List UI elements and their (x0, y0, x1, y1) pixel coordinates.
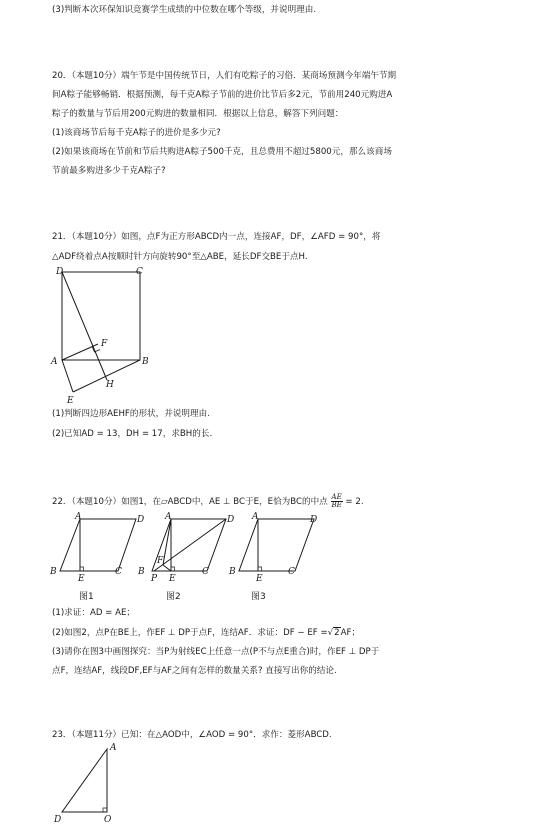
q23-label-d: D (54, 815, 62, 825)
q22-fig3-label-e: E (256, 574, 263, 583)
q22-fig2-line-af (163, 519, 171, 565)
q22-fig1-label-a: A (75, 512, 82, 522)
q21-label-b: B (142, 357, 149, 367)
q23-triangle-figure (50, 740, 130, 831)
q23-triangle-aod (62, 749, 107, 812)
q21-label-e: E (67, 396, 74, 406)
q21-intro-line2: △ADF绕着点A按顺时针方向旋转90°至△ABE，延长DF交BE于点H. (52, 252, 308, 262)
q21-label-d: D (56, 267, 64, 277)
q22-fig3-label-a: A (252, 512, 259, 522)
q22-fig1-parallelogram (60, 519, 136, 571)
q22-fig2-line-ef (163, 565, 171, 571)
q22-fig2-label-p: P (151, 574, 158, 583)
q22-fraction-denominator: BE (331, 501, 342, 509)
q22-fig1-right-angle (80, 567, 84, 571)
q21-line-af (62, 344, 98, 360)
q22-fig2-label-e: E (169, 574, 176, 583)
q23-label-o: O (104, 815, 112, 825)
q21-line-dh (62, 272, 107, 380)
q22-item2-text: (2)如图2，点P在BE上，作EF ⊥ DP于点F，连结AF．求证：DF − EF = (52, 628, 328, 638)
q22-caption-fig3: 图3 (251, 592, 266, 602)
q21-label-a: A (51, 357, 58, 367)
q21-item2: (2)已知AD = 13，DH = 17，求BH的长. (52, 429, 213, 439)
q22-intro (52, 494, 364, 509)
q22-intro-tail: = 2. (345, 497, 364, 507)
q21-item1: (1)判断四边形AEHF的形状，并说明理由. (52, 409, 210, 419)
q23-right-angle-mark (103, 808, 107, 812)
q22-fig3-right-angle (258, 567, 262, 571)
q22-fig2-right-angle (171, 567, 175, 571)
q22-fig1-label-c: C (115, 567, 122, 577)
q20-item2-line2: 节前最多购进多少千克A粽子? (52, 166, 166, 176)
q20-intro-line2: 间A粽子能够畅销．根据预测，每千克A粽子节前的进价比节后多2元，节前用240元购进A (52, 90, 393, 100)
q20-intro-line3: 粽子的数量与节后用200元购进的数量相同．根据以上信息，解答下列问题： (52, 109, 344, 119)
q22-fig1-label-d: D (137, 515, 145, 525)
q22-fig3-parallelogram (239, 519, 314, 571)
q21-label-f: F (101, 339, 108, 349)
q20-intro-line1: 20．（本题10分）端午节是中国传统节日，人们有吃粽子的习俗．某商场预测今年端午节期 (52, 71, 397, 81)
q22-fraction-numerator: AE (331, 493, 342, 501)
q20-item1: (1)该商场节后每千克A粽子的进价是多少元? (52, 128, 221, 138)
q22-item2-sqrt: 2 (334, 628, 340, 638)
q22-item1: (1)求证：AD = AE； (52, 608, 136, 618)
q22-intro-text: 22．（本题10分）如图1，在▱ABCD中，AE ⊥ BC于E，E恰为BC的中点 (52, 497, 328, 507)
q21-square-figure (45, 260, 165, 410)
q22-fig2-label-f: F (157, 556, 164, 566)
q19-item3: (3)判断本次环保知识竞赛学生成绩的中位数在哪个等级，并说明理由. (52, 5, 317, 15)
q23-intro: 23．（本题11分）已知：在△AOD中，∠AOD = 90°．求作：菱形ABCD. (52, 730, 332, 740)
q22-item2-tail: AF； (340, 628, 361, 638)
q21-line-ae (62, 360, 73, 392)
q22-figure3 (224, 508, 334, 583)
q20-item2-line1: (2)如果该商场在节前和节后共购进A粽子500千克，且总费用不超过5800元，那么该商场 (52, 147, 392, 157)
q22-fig2-label-c: C (202, 567, 209, 577)
q22-fig3-label-c: C (288, 567, 295, 577)
q22-fig3-label-b: B (229, 567, 236, 577)
q22-fig2-label-b: B (138, 567, 145, 577)
q22-item2: (2)如图2，点P在BE上，作EF ⊥ DP于点F，连结AF．求证：DF − EF =√2AF； (52, 628, 361, 638)
q22-caption-fig2: 图2 (166, 592, 181, 602)
q22-caption-fig1: 图1 (79, 592, 94, 602)
q22-fig2-label-a: A (165, 512, 172, 522)
q22-fig1-label-e: E (78, 574, 85, 583)
q21-label-h: H (106, 380, 114, 390)
q22-fig2-label-d: D (227, 515, 235, 525)
q22-fraction (331, 494, 343, 509)
q22-item3-line2: 点F，连结AF，线段DF,EF与AF之间有怎样的数量关系? 直接写出你的结论. (52, 666, 337, 676)
q23-label-a: A (110, 743, 117, 753)
q21-intro-line1: 21．（本题10分）如图，点F为正方形ABCD内一点，连接AF，DF，∠AFD = 90°，将 (52, 232, 381, 242)
q22-fig3-label-d: D (310, 515, 318, 525)
q22-fig2-line-pd (154, 519, 226, 571)
q21-label-c: C (136, 267, 143, 277)
q22-fig1-label-b: B (50, 567, 57, 577)
q22-item3-line1: (3)请你在图3中画图探究：当P为射线EC上任意一点(P不与点E重合)时，作EF ⊥ DP于 (52, 647, 380, 657)
